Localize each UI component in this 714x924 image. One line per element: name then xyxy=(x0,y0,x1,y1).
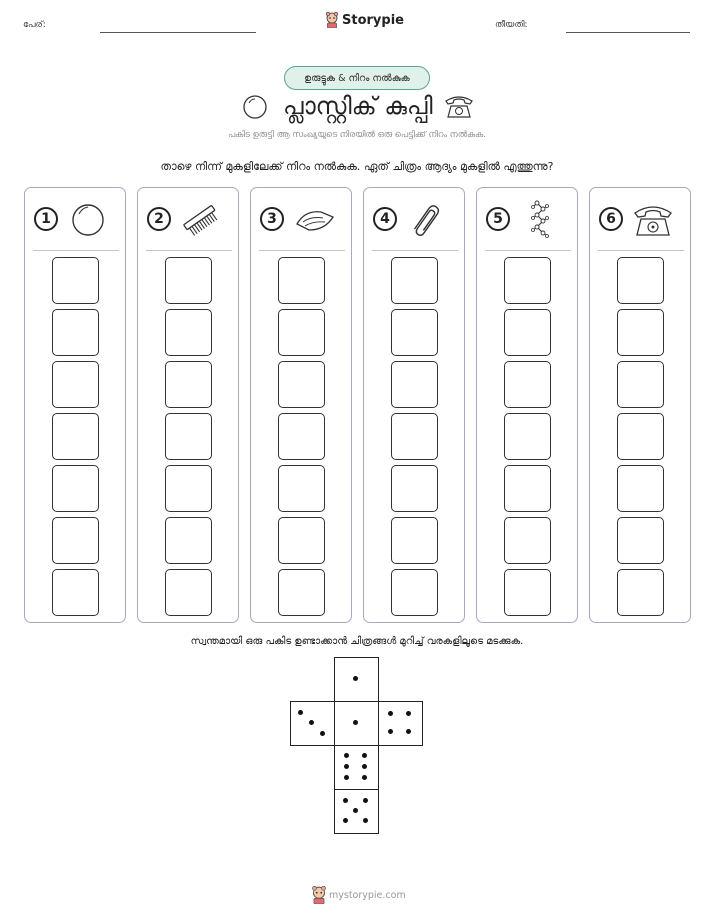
color-box[interactable] xyxy=(617,257,664,304)
pip xyxy=(309,720,314,725)
pip xyxy=(388,729,393,734)
column-number: 5 xyxy=(486,207,510,231)
color-box[interactable] xyxy=(52,413,99,460)
telephone-icon xyxy=(630,200,676,240)
paperclip-icon xyxy=(404,200,450,240)
dice-face-4[interactable] xyxy=(378,701,423,746)
color-box[interactable] xyxy=(52,257,99,304)
race-columns xyxy=(24,187,690,623)
color-box[interactable] xyxy=(278,309,325,356)
color-box[interactable] xyxy=(165,569,212,616)
color-box[interactable] xyxy=(391,257,438,304)
color-box[interactable] xyxy=(504,413,551,460)
mascot-icon xyxy=(325,12,339,28)
column-4 xyxy=(363,187,465,623)
color-box[interactable] xyxy=(391,361,438,408)
pip xyxy=(353,676,358,681)
column-header xyxy=(25,200,125,240)
column-header xyxy=(251,200,351,240)
molecule-icon xyxy=(517,200,563,240)
pip xyxy=(353,720,358,725)
column-number: 6 xyxy=(599,207,623,231)
color-box[interactable] xyxy=(617,517,664,564)
dice-face-5[interactable] xyxy=(334,789,379,834)
pip xyxy=(362,764,367,769)
brand-name: Storypie xyxy=(342,12,404,28)
color-box[interactable] xyxy=(504,257,551,304)
color-box[interactable] xyxy=(391,465,438,512)
color-box[interactable] xyxy=(52,309,99,356)
mascot-icon xyxy=(311,886,327,904)
color-box[interactable] xyxy=(504,517,551,564)
color-box[interactable] xyxy=(391,517,438,564)
color-box[interactable] xyxy=(617,465,664,512)
pip xyxy=(353,808,358,813)
date-line[interactable] xyxy=(566,32,690,33)
color-box[interactable] xyxy=(617,361,664,408)
column-divider xyxy=(146,250,232,251)
color-box[interactable] xyxy=(504,465,551,512)
pip xyxy=(406,729,411,734)
color-box[interactable] xyxy=(278,569,325,616)
color-box[interactable] xyxy=(165,257,212,304)
color-box[interactable] xyxy=(617,569,664,616)
column-divider xyxy=(372,250,458,251)
worksheet-header xyxy=(0,12,714,42)
column-divider xyxy=(598,250,684,251)
column-number: 1 xyxy=(34,207,58,231)
brand-logo xyxy=(325,12,404,28)
pip xyxy=(344,775,349,780)
pip xyxy=(298,710,303,715)
color-box[interactable] xyxy=(165,413,212,460)
pip xyxy=(344,753,349,758)
pip xyxy=(362,753,367,758)
column-1 xyxy=(24,187,126,623)
color-box[interactable] xyxy=(504,569,551,616)
bubble-icon xyxy=(65,200,111,240)
dice-face-3[interactable] xyxy=(290,701,335,746)
telephone-icon xyxy=(443,92,475,120)
column-number: 4 xyxy=(373,207,397,231)
color-box[interactable] xyxy=(278,517,325,564)
date-label: തീയതി: xyxy=(495,20,528,30)
color-box[interactable] xyxy=(278,413,325,460)
column-number: 3 xyxy=(260,207,284,231)
cut-instruction: സ്വന്തമായി ഒരു പകിട ഉണ്ടാക്കാൻ ചിത്രങ്ങൾ മുറിച്ച് വരകളിലൂടെ മടക്കുക. xyxy=(190,636,524,647)
title-row xyxy=(0,90,714,126)
color-box[interactable] xyxy=(617,413,664,460)
color-box[interactable] xyxy=(165,309,212,356)
color-box[interactable] xyxy=(52,361,99,408)
color-box[interactable] xyxy=(278,465,325,512)
dice-face-6[interactable] xyxy=(334,745,379,790)
color-box[interactable] xyxy=(617,309,664,356)
page-title: പ്ലാസ്റ്റിക് കുപ്പി xyxy=(283,92,433,120)
color-box[interactable] xyxy=(52,569,99,616)
column-divider xyxy=(33,250,119,251)
bubble-icon xyxy=(242,94,268,120)
column-5 xyxy=(476,187,578,623)
color-box[interactable] xyxy=(52,517,99,564)
subtitle: പകിട ഉരുട്ടി ആ സംഖ്യയുടെ നിരയിൽ ഒരു പെട്ടിക്ക് നിറം നൽകുക. xyxy=(228,130,486,140)
footer-url[interactable]: mystorypie.com xyxy=(329,890,406,901)
color-box[interactable] xyxy=(504,309,551,356)
color-box[interactable] xyxy=(391,413,438,460)
comb-icon xyxy=(178,200,224,240)
column-6 xyxy=(589,187,691,623)
column-3 xyxy=(250,187,352,623)
dice-face-1[interactable] xyxy=(334,701,379,746)
dice-net xyxy=(290,657,424,835)
pip xyxy=(344,764,349,769)
name-label: പേര്: xyxy=(23,20,46,30)
pip xyxy=(363,798,368,803)
column-header xyxy=(590,200,690,240)
column-divider xyxy=(485,250,571,251)
color-box[interactable] xyxy=(165,465,212,512)
column-header xyxy=(364,200,464,240)
plastic-wrap-icon xyxy=(291,200,337,240)
footer xyxy=(0,884,714,908)
pip xyxy=(406,711,411,716)
column-header xyxy=(477,200,577,240)
pip xyxy=(320,731,325,736)
color-box[interactable] xyxy=(278,257,325,304)
dice-face-1[interactable] xyxy=(334,657,379,702)
name-line[interactable] xyxy=(100,32,256,33)
color-box[interactable] xyxy=(504,361,551,408)
column-2 xyxy=(137,187,239,623)
column-number: 2 xyxy=(147,207,171,231)
pip xyxy=(388,711,393,716)
column-divider xyxy=(259,250,345,251)
color-box[interactable] xyxy=(391,569,438,616)
color-box[interactable] xyxy=(391,309,438,356)
pip xyxy=(362,775,367,780)
color-box[interactable] xyxy=(165,517,212,564)
color-box[interactable] xyxy=(278,361,325,408)
activity-tag: ഉരുട്ടുക & നിറം നൽകുക xyxy=(284,66,430,90)
pip xyxy=(343,818,348,823)
column-header xyxy=(138,200,238,240)
pip xyxy=(363,818,368,823)
color-box[interactable] xyxy=(52,465,99,512)
pip xyxy=(343,798,348,803)
instruction-text: താഴെ നിന്ന് മുകളിലേക്ക് നിറം നൽകുക. ഏത് ചിത്രം ആദ്യം മുകളിൽ എത്തുന്നു? xyxy=(160,160,554,173)
color-box[interactable] xyxy=(165,361,212,408)
